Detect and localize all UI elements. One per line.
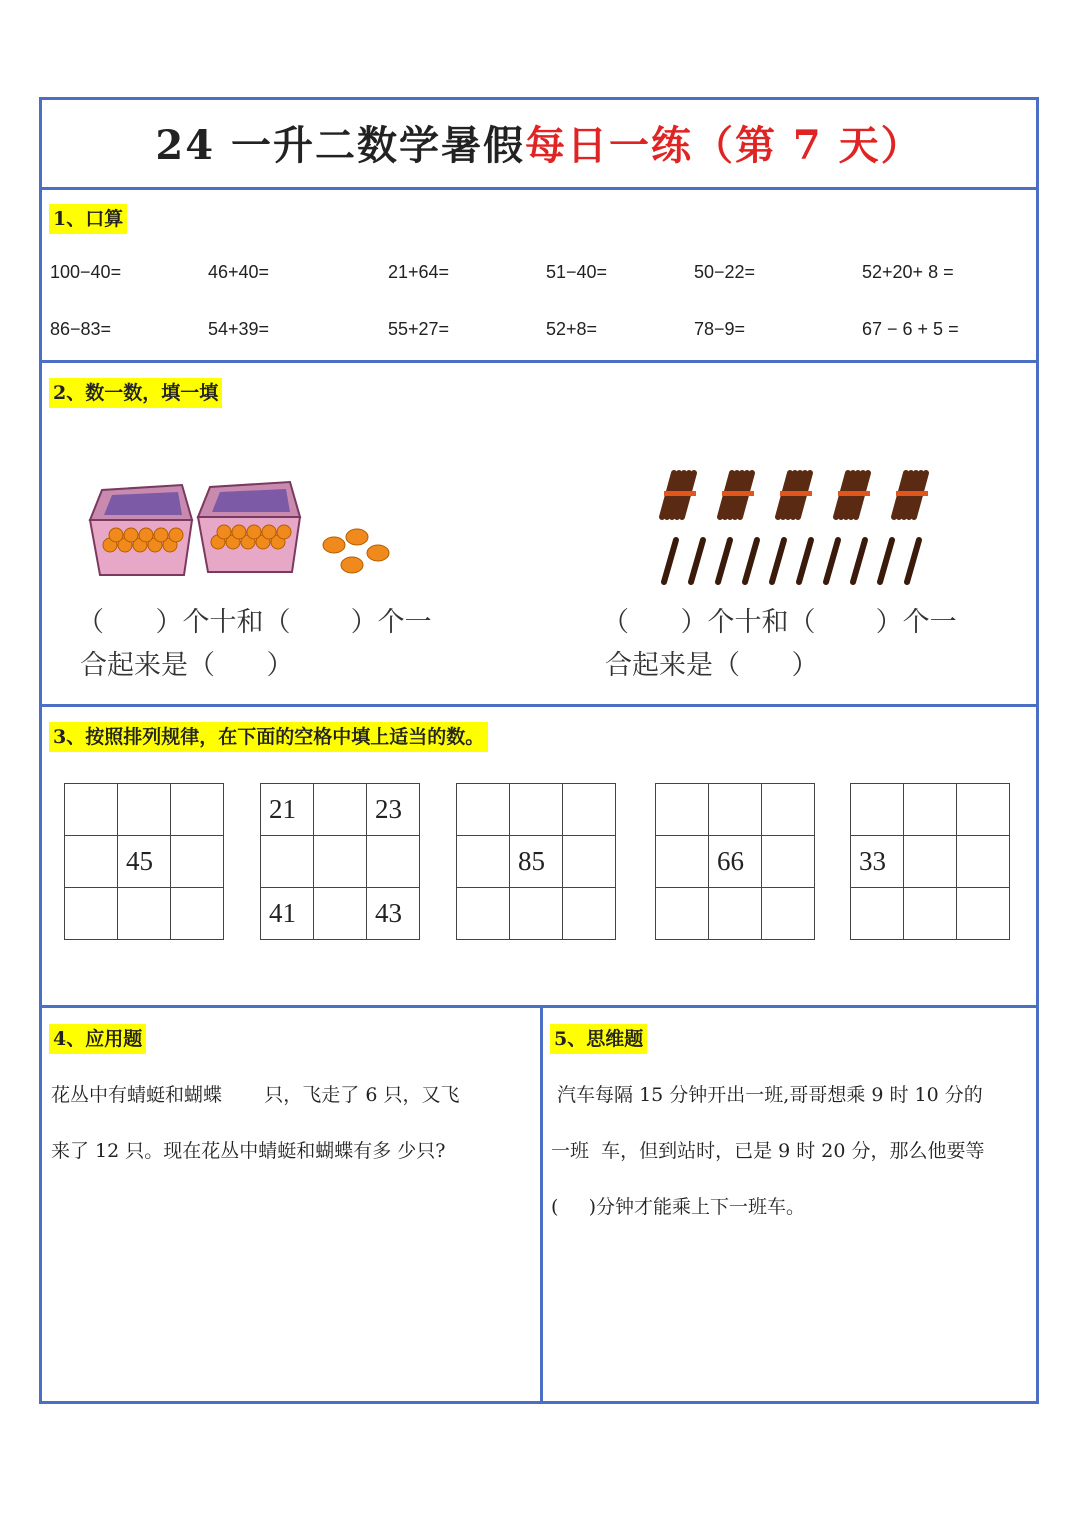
- grid-cell[interactable]: [510, 888, 563, 940]
- grid-cell[interactable]: [314, 784, 367, 836]
- single-stick-icon: [745, 540, 757, 582]
- number-grid: [260, 783, 420, 940]
- egg-carton-icon: [90, 485, 192, 575]
- grid-cell[interactable]: [957, 784, 1010, 836]
- calc-item: 55+27=: [388, 319, 450, 339]
- grid-cell[interactable]: [65, 836, 118, 888]
- fill-blank-right-2: 合起来是（ ）: [605, 650, 819, 681]
- loose-eggs-icon: [323, 529, 389, 573]
- grid-cell[interactable]: [762, 888, 815, 940]
- single-stick-icon: [799, 540, 811, 582]
- grid-cell[interactable]: [314, 836, 367, 888]
- single-stick-icon: [853, 540, 865, 582]
- grid-cell[interactable]: [118, 888, 171, 940]
- section5-heading: 5、思维题: [550, 1024, 647, 1054]
- single-stick-icon: [772, 540, 784, 582]
- grid-cell[interactable]: [457, 784, 510, 836]
- grid-cell[interactable]: 43: [367, 888, 420, 940]
- grid-cell[interactable]: [510, 784, 563, 836]
- grid-cell[interactable]: [957, 888, 1010, 940]
- calc-item: 100−40=: [50, 262, 122, 282]
- single-stick-icon: [880, 540, 892, 582]
- section4-line1: 花丛中有蜻蜓和蝴蝶 只，飞走了 6 只，又飞: [51, 1084, 460, 1106]
- sticks-illustration: [642, 465, 942, 590]
- fill-blank-left-2: 合起来是（ ）: [80, 650, 294, 681]
- divider: [42, 704, 1036, 707]
- section2-heading: 2、数一数，填一填: [49, 378, 222, 408]
- calc-item: 50−22=: [694, 262, 756, 282]
- grid-cell[interactable]: [904, 888, 957, 940]
- calc-item: 78−9=: [694, 319, 746, 339]
- stick-bundle-icon: [662, 473, 696, 517]
- grid-cell[interactable]: [563, 784, 616, 836]
- grid-cell[interactable]: 45: [118, 836, 171, 888]
- grid-cell[interactable]: [314, 888, 367, 940]
- grid-cell[interactable]: [904, 836, 957, 888]
- grid-cell[interactable]: [65, 888, 118, 940]
- stick-bundle-icon: [720, 473, 754, 517]
- section5-line3: ( )分钟才能乘上下一班车。: [551, 1196, 806, 1218]
- grid-cell[interactable]: 23: [367, 784, 420, 836]
- grid-cell[interactable]: 21: [261, 784, 314, 836]
- single-stick-icon: [691, 540, 703, 582]
- grid-cell[interactable]: 85: [510, 836, 563, 888]
- grid-cell[interactable]: 66: [709, 836, 762, 888]
- grid-cell[interactable]: [563, 836, 616, 888]
- grid-cell[interactable]: [656, 784, 709, 836]
- single-stick-icon: [907, 540, 919, 582]
- grid-cell[interactable]: [171, 888, 224, 940]
- number-grid: [64, 783, 224, 940]
- grid-cell[interactable]: 41: [261, 888, 314, 940]
- calc-item: 52+8=: [546, 319, 598, 339]
- divider: [42, 1005, 1036, 1008]
- number-grid: [850, 783, 1010, 940]
- divider: [42, 360, 1036, 363]
- section5-line1: 汽车每隔 15 分钟开出一班,哥哥想乘 9 时 10 分的: [551, 1084, 983, 1106]
- fill-blank-right-1: （ ）个十和（ ）个一: [602, 607, 957, 638]
- grid-cell[interactable]: [762, 784, 815, 836]
- grid-cell[interactable]: [171, 784, 224, 836]
- stick-bundle-icon: [778, 473, 812, 517]
- calc-item: 52+20+ 8 =: [862, 262, 954, 282]
- grid-cell[interactable]: [656, 836, 709, 888]
- calc-item: 54+39=: [208, 319, 270, 339]
- calc-item: 67 − 6 + 5 =: [862, 319, 959, 339]
- grid-cell[interactable]: [709, 888, 762, 940]
- grid-cell[interactable]: [65, 784, 118, 836]
- worksheet: [39, 97, 1039, 1404]
- grid-cell[interactable]: [367, 836, 420, 888]
- section1-heading: 1、口算: [49, 204, 127, 234]
- calc-item: 21+64=: [388, 262, 450, 282]
- grid-cell[interactable]: [457, 836, 510, 888]
- single-stick-icon: [826, 540, 838, 582]
- grid-cell[interactable]: [118, 784, 171, 836]
- section4-heading: 4、应用题: [49, 1024, 146, 1054]
- calc-item: 86−83=: [50, 319, 112, 339]
- page-title: 24 一升二数学暑假每日一练（第 7 天）: [155, 122, 923, 169]
- number-grid: [655, 783, 815, 940]
- grid-cell[interactable]: [709, 784, 762, 836]
- grid-cell[interactable]: [261, 836, 314, 888]
- divider: [42, 187, 1036, 190]
- grid-cell[interactable]: [904, 784, 957, 836]
- grid-cell[interactable]: [171, 836, 224, 888]
- number-grid: [456, 783, 616, 940]
- section4-line2: 来了 12 只。现在花丛中蜻蜓和蝴蝶有多 少只?: [51, 1140, 446, 1162]
- single-stick-icon: [718, 540, 730, 582]
- fill-blank-left-1: （ ）个十和（ ）个一: [77, 607, 432, 638]
- grid-cell[interactable]: [851, 888, 904, 940]
- grid-cell[interactable]: [656, 888, 709, 940]
- grid-cell[interactable]: [457, 888, 510, 940]
- grid-cell[interactable]: [957, 836, 1010, 888]
- egg-carton-icon: [198, 482, 300, 572]
- column-divider: [540, 1007, 543, 1401]
- single-stick-icon: [664, 540, 676, 582]
- grid-cell[interactable]: [762, 836, 815, 888]
- grid-cell[interactable]: [851, 784, 904, 836]
- section3-heading: 3、按照排列规律，在下面的空格中填上适当的数。: [49, 722, 488, 752]
- calc-item: 46+40=: [208, 262, 270, 282]
- section5-line2: 一班 车，但到站时，已是 9 时 20 分，那么他要等: [551, 1140, 985, 1162]
- stick-bundle-icon: [836, 473, 870, 517]
- grid-cell[interactable]: 33: [851, 836, 904, 888]
- grid-cell[interactable]: [563, 888, 616, 940]
- egg-cartons-illustration: [82, 475, 402, 585]
- stick-bundle-icon: [894, 473, 928, 517]
- calc-item: 51−40=: [546, 262, 608, 282]
